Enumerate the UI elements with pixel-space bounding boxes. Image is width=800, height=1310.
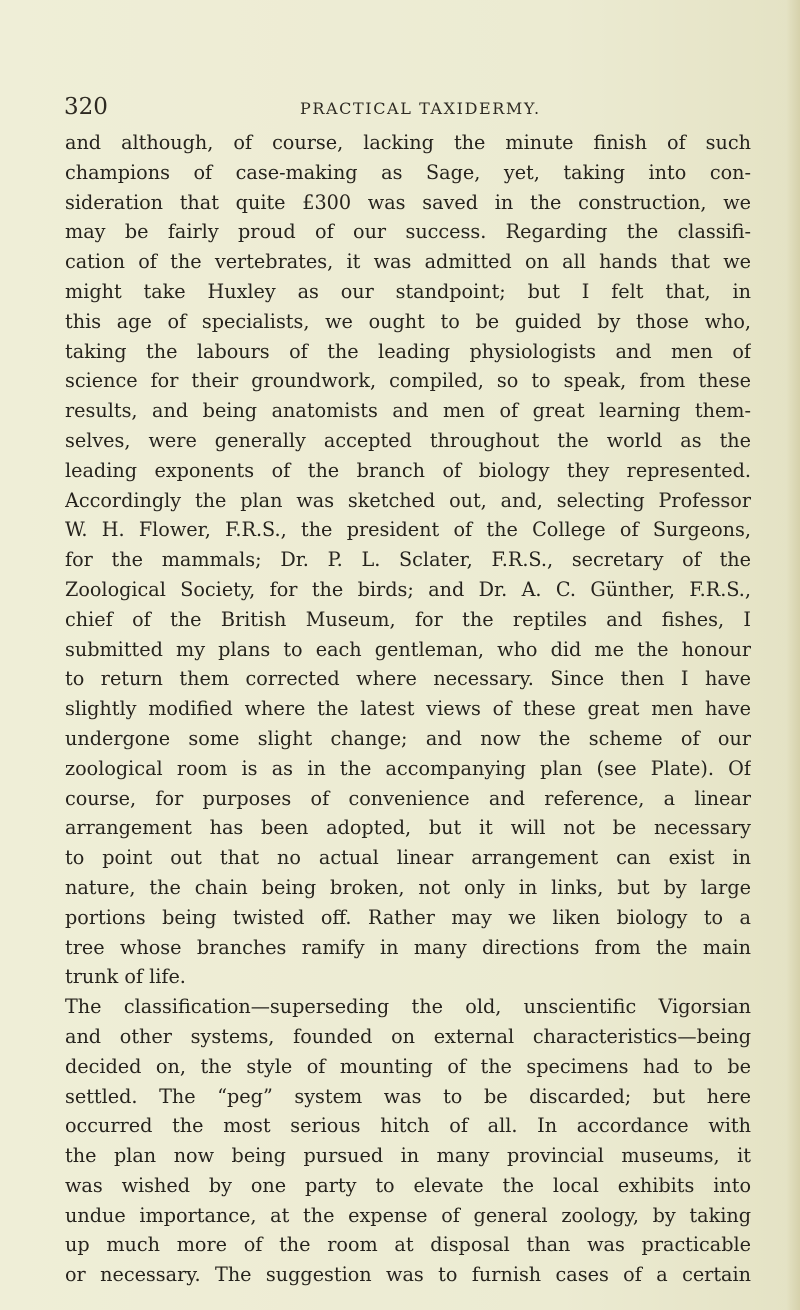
text-line: champions of case-making as Sage, yet, taking into con- xyxy=(65,160,751,184)
text-line: and although, of course, lacking the minute finish of such xyxy=(65,131,751,154)
text-line: taking the labours of the leading physiologists and men of xyxy=(65,339,751,363)
text-line: nature, the chain being broken, not only in links, but by large xyxy=(65,875,751,899)
text-line: zoological room is as in the accompanying plan (see Plate). Of xyxy=(65,756,751,780)
text-line: course, for purposes of convenience and reference, a linear xyxy=(65,786,751,810)
text-line: trunk of life. xyxy=(65,965,186,989)
text-line: the plan now being pursued in many provincial museums, it xyxy=(65,1144,751,1168)
text-line: Accordingly the plan was sketched out, and, selecting Professor xyxy=(65,488,751,512)
text-line: science for their groundwork, compiled, so to speak, from these xyxy=(65,369,751,393)
text-line: cation of the vertebrates, it was admitted on all hands that we xyxy=(65,250,751,274)
text-line: undue importance, at the expense of general zoology, by taking xyxy=(65,1203,751,1227)
text-line: slightly modified where the latest views of these great men have xyxy=(65,697,751,721)
text-line: submitted my plans to each gentleman, who did me the honour xyxy=(65,637,751,661)
text-line: to return them corrected where necessary. Since then I have xyxy=(65,667,751,691)
text-line: undergone some slight change; and now the scheme of our xyxy=(65,726,751,750)
text-line: might take Huxley as our standpoint; but I felt that, in xyxy=(65,279,751,303)
running-title: PRACTICAL TAXIDERMY. xyxy=(300,99,541,118)
text-line: settled. The “peg” system was to be discarded; but here xyxy=(65,1084,751,1108)
text-line: tree whose branches ramify in many directions from the main xyxy=(65,935,751,959)
text-line: decided on, the style of mounting of the specimens had to be xyxy=(65,1054,751,1078)
text-line: selves, were generally accepted throughout the world as the xyxy=(65,428,751,452)
running-head xyxy=(0,92,800,126)
text-line: Zoological Society, for the birds; and Dr. A. C. Günther, F.R.S., xyxy=(65,577,751,601)
text-line: sideration that quite £300 was saved in the construction, we xyxy=(65,190,751,214)
text-line: this age of specialists, we ought to be guided by those who, xyxy=(65,309,751,333)
text-line: chief of the British Museum, for the reptiles and fishes, I xyxy=(65,607,751,631)
text-line: or necessary. The suggestion was to furnish cases of a certain xyxy=(65,1263,751,1287)
text-line: W. H. Flower, F.R.S., the president of the College of Surgeons, xyxy=(65,518,751,542)
page-edge-shadow xyxy=(786,0,800,1310)
text-line: was wished by one party to elevate the local exhibits into xyxy=(65,1173,751,1197)
text-line: leading exponents of the branch of biology they represented. xyxy=(65,458,751,482)
text-line: occurred the most serious hitch of all. In accordance with xyxy=(65,1114,751,1138)
text-line: for the mammals; Dr. P. L. Sclater, F.R.S., secretary of the xyxy=(65,548,751,572)
text-line: up much more of the room at disposal than was practicable xyxy=(65,1233,751,1257)
text-line: may be fairly proud of our success. Regarding the classifi- xyxy=(65,220,751,244)
text-line: results, and being anatomists and men of great learning them- xyxy=(65,399,751,423)
page-number: 320 xyxy=(64,94,108,120)
text-line: to point out that no actual linear arrangement can exist in xyxy=(65,846,751,870)
body-text xyxy=(65,128,751,1290)
text-line: and other systems, founded on external characteristics—being xyxy=(65,1024,751,1048)
text-line: arrangement has been adopted, but it will not be necessary xyxy=(65,816,751,840)
text-line: The classification—superseding the old, unscientific Vigorsian xyxy=(65,995,751,1019)
text-line: portions being twisted off. Rather may we liken biology to a xyxy=(65,905,751,929)
